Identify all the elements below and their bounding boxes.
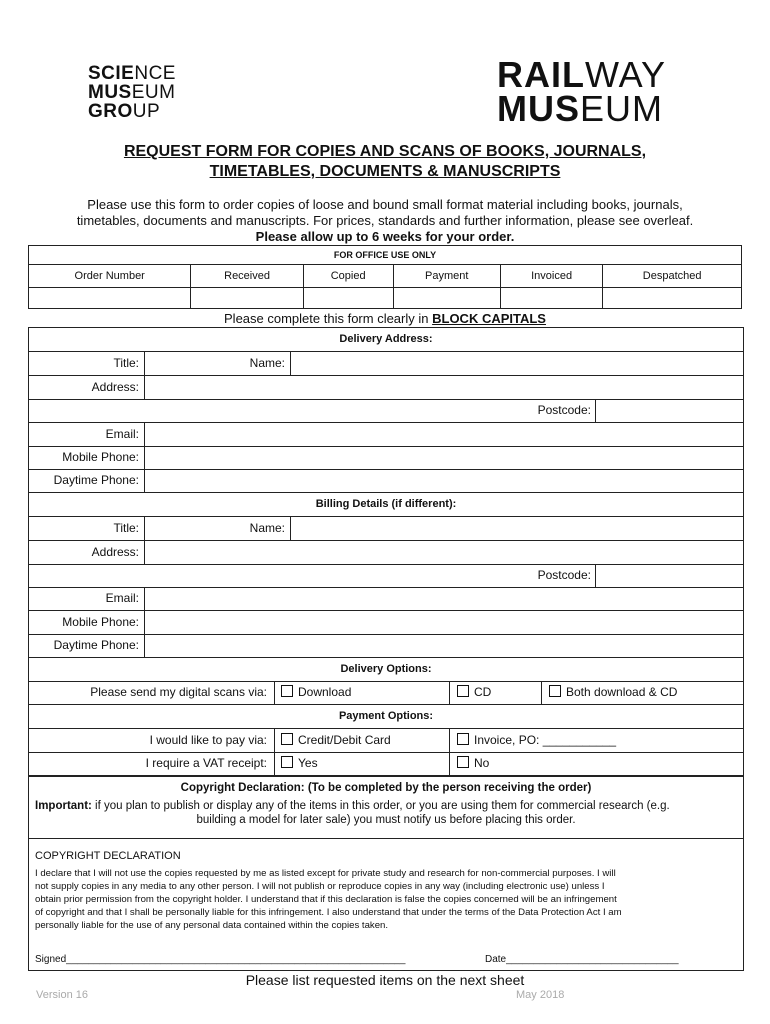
payment-prompt: I would like to pay via: [149,733,267,747]
form-title-line1: REQUEST FORM FOR COPIES AND SCANS OF BOOKS, JOURNALS, [123,143,647,160]
copyright-heading: Copyright Declaration: (To be completed by the person receiving the order) [180,782,592,794]
col-received: Received [191,265,303,288]
mobile-label: Mobile Phone: [62,450,139,464]
block-capitals-note: Please complete this form clearly in BLOCK CAPITALS [224,311,546,326]
office-field[interactable] [29,288,191,309]
email-label: Email: [105,591,139,605]
payment-options-heading: Payment Options: [338,710,434,722]
invoice-option[interactable]: Invoice, PO: ___________ [457,729,616,752]
billing-daytime-field[interactable] [145,634,743,657]
col-despatched: Despatched [603,265,742,288]
office-field[interactable] [303,288,393,309]
declaration-line2: not supply copies in any media to any other person. I will not publish or reproduce copies in any way (including electronic use) unless I [35,881,605,892]
card-option[interactable]: Credit/Debit Card [281,729,391,752]
name-label: Name: [249,521,285,535]
mobile-label: Mobile Phone: [62,615,139,629]
billing-heading: Billing Details (if different): [315,498,457,510]
col-payment: Payment [393,265,500,288]
intro-line3: Please allow up to 6 weeks for your order. [255,229,515,244]
cd-option[interactable]: CD [457,681,491,704]
postcode-label: Postcode: [537,403,591,417]
address-label: Address: [91,545,139,559]
office-use-heading: FOR OFFICE USE ONLY [29,246,742,265]
declaration-title: COPYRIGHT DECLARATION [35,850,181,862]
declaration-line5: personally liable for the use of any personal data contained within the copies taken. [35,920,389,931]
download-checkbox[interactable] [281,685,293,697]
delivery-address-field[interactable] [145,376,743,399]
declaration-line1: I declare that I will not use the copies requested by me as listed except for private study and research for non-commercial purposes. I will [35,868,616,879]
billing-address-field[interactable] [145,541,743,564]
vat-yes-checkbox[interactable] [281,756,293,768]
important-note-line1: Important: if you plan to publish or display any of the items in this order, or you are using them for commercial research (e.g. [35,800,670,812]
copyright-box [28,775,744,971]
railway-museum-logo: RAILWAY MUSEUM [497,54,666,129]
delivery-prompt: Please send my digital scans via: [90,685,267,699]
office-field[interactable] [191,288,303,309]
delivery-name-field[interactable] [291,352,743,375]
card-checkbox[interactable] [281,733,293,745]
billing-email-field[interactable] [145,587,743,610]
vat-prompt: I require a VAT receipt: [145,756,267,770]
intro-line2: timetables, documents and manuscripts. For prices, standards and further information, please see overleaf. [76,213,694,228]
invoice-checkbox[interactable] [457,733,469,745]
main-form [28,327,744,777]
vat-yes-option[interactable]: Yes [281,752,318,775]
date-field[interactable]: Date_______________________________ [485,954,679,965]
vat-no-checkbox[interactable] [457,756,469,768]
billing-postcode-field[interactable] [596,564,743,587]
delivery-address-field-2[interactable] [29,399,489,422]
declaration-line4: of copyright and that I shall be personally liable for this infringement. I also understand that under the terms of the Data Protection Act I am [35,907,622,918]
office-field[interactable] [500,288,602,309]
delivery-email-field[interactable] [145,423,743,446]
billing-name-field[interactable] [291,517,743,540]
title-label: Title: [113,356,139,370]
billing-mobile-field[interactable] [145,611,743,634]
intro-line1: Please use this form to order copies of loose and bound small format material including books, journals, [87,197,683,212]
office-field[interactable] [603,288,742,309]
vat-no-option[interactable]: No [457,752,489,775]
daytime-label: Daytime Phone: [53,473,139,487]
form-title-line2: TIMETABLES, DOCUMENTS & MANUSCRIPTS [209,163,561,180]
next-sheet-note: Please list requested items on the next sheet [245,972,525,988]
delivery-address-heading: Delivery Address: [339,333,433,345]
science-museum-group-logo: SCIENCE MUSEUM GROUP [88,63,176,122]
signed-field[interactable]: Signed_____________________________________________________________ [35,954,406,965]
col-order-number: Order Number [29,265,191,288]
important-note-line2: building a model for later sale) you must notify us before placing this order. [196,814,576,826]
declaration-line3: obtain prior permission from the copyright holder. I understand that if this declaration is false the copies concerned will be an infringement [35,894,617,905]
daytime-label: Daytime Phone: [53,638,139,652]
both-checkbox[interactable] [549,685,561,697]
office-field[interactable] [393,288,500,309]
delivery-daytime-field[interactable] [145,469,743,492]
postcode-label: Postcode: [537,568,591,582]
col-invoiced: Invoiced [500,265,602,288]
title-label: Title: [113,521,139,535]
download-option[interactable]: Download [281,681,351,704]
version-label: Version 16 [36,989,88,1001]
delivery-options-heading: Delivery Options: [340,663,432,675]
delivery-postcode-field[interactable] [596,399,743,422]
address-label: Address: [91,380,139,394]
delivery-mobile-field[interactable] [145,446,743,469]
office-use-table [28,245,742,309]
cd-checkbox[interactable] [457,685,469,697]
billing-address-field-2[interactable] [29,564,489,587]
email-label: Email: [105,427,139,441]
delivery-address-heading-row [29,328,743,352]
version-date: May 2018 [516,989,565,1001]
col-copied: Copied [303,265,393,288]
both-option[interactable]: Both download & CD [549,681,677,704]
name-label: Name: [249,356,285,370]
